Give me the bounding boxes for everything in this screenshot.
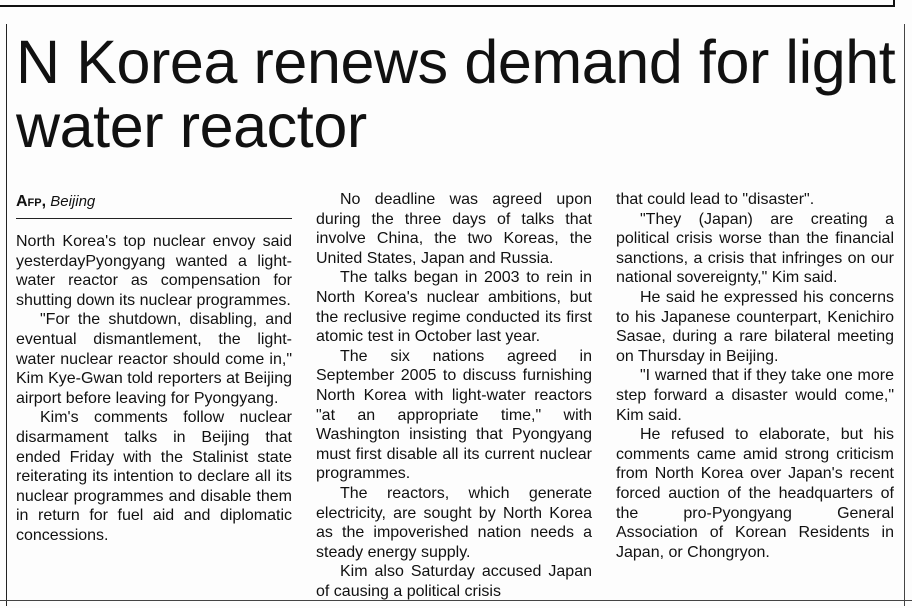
- paragraph: The talks began in 2003 to rein in North Korea's nuclear ambitions, but the reclusive regime conducted its first atomic test in October last year.: [316, 269, 592, 346]
- paragraph: "For the shutdown, disabling, and eventual dismantlement, the light-water nuclear reactor should come in," Kim Kye-Gwan told reporters at Beijing airport before leaving for Pyongyang.: [16, 311, 292, 407]
- article-column-2: [316, 190, 592, 601]
- paragraph: He said he expressed his concerns to his Japanese counterpart, Kenichiro Sasae, during a rare bilateral meeting on Thursday in Beijing.: [616, 288, 894, 365]
- byline-rule: [16, 218, 292, 219]
- right-column-rule: [904, 24, 905, 606]
- article-headline: N Korea renews demand for light water reactor: [16, 28, 896, 160]
- paragraph: North Korea's top nuclear envoy said yesterdayPyongyang wanted a light-water reactor as compensation for shutting down its nuclear programmes.: [16, 233, 292, 309]
- article-column-1: [16, 232, 292, 546]
- paragraph: The six nations agreed in September 2005 to discuss furnishing North Korea with light-water reactors "at an appropriate time," with Washington insisting that Pyongyang must first disable all its current nuclear programmes.: [316, 347, 592, 483]
- byline: [16, 192, 95, 212]
- byline-place: Beijing: [50, 193, 96, 210]
- paragraph: No deadline was agreed upon during the three days of talks that involve China, the two Koreas, the United States, Japan and Russia.: [316, 191, 592, 267]
- paragraph: Kim's comments follow nuclear disarmament talks in Beijing that ended Friday with the Stalinist state reiterating its intention to declare all its nuclear programmes and disable them in return for fuel aid and diplomatic concessions.: [16, 409, 292, 544]
- paragraph: He refused to elaborate, but his comments came amid strong criticism from North Korea over Japan's recent forced auction of the headquarters of the pro-Pyongyang General Association of Korean Residents in Japan, or Chongryon.: [616, 426, 894, 561]
- top-border-rule: [0, 0, 895, 7]
- left-column-rule: [6, 24, 7, 606]
- byline-agency: Afp,: [16, 193, 47, 210]
- paragraph: that could lead to "disaster".: [616, 191, 815, 208]
- paragraph: "They (Japan) are creating a political crisis worse than the financial sanctions, a crisis that infringes on our national sovereignty," Kim said.: [616, 210, 894, 287]
- paragraph: The reactors, which generate electricity, are sought by North Korea as the impoverished nation needs a steady energy supply.: [316, 484, 592, 561]
- article-column-3: [616, 190, 894, 562]
- paragraph: Kim also Saturday accused Japan of causing a political crisis: [316, 563, 592, 600]
- paragraph: "I warned that if they take one more step forward a disaster would come," Kim said.: [616, 367, 894, 424]
